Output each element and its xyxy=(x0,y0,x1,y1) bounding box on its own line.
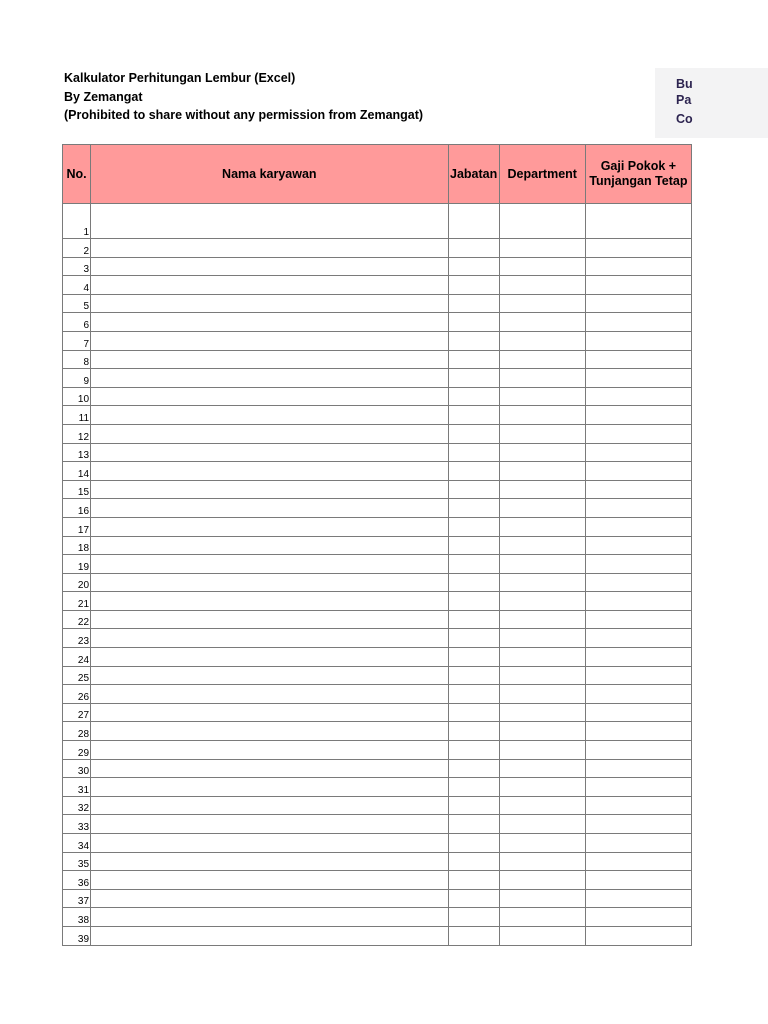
name-cell[interactable] xyxy=(91,480,449,499)
table-row xyxy=(63,852,692,871)
gaji-cell[interactable] xyxy=(585,852,691,871)
row-number-cell: 12 xyxy=(63,424,91,443)
row-number-cell: 36 xyxy=(63,871,91,890)
table-row xyxy=(63,815,692,834)
department-cell[interactable] xyxy=(499,666,585,685)
department-cell[interactable] xyxy=(499,517,585,536)
gaji-cell[interactable] xyxy=(585,573,691,592)
jabatan-cell[interactable] xyxy=(448,406,499,425)
row-number-cell: 34 xyxy=(63,834,91,853)
row-number-cell: 22 xyxy=(63,610,91,629)
header-gaji-line-1: Gaji Pokok + xyxy=(600,159,677,173)
department-cell[interactable] xyxy=(499,629,585,648)
table-row xyxy=(63,313,692,332)
name-cell[interactable] xyxy=(91,555,449,574)
jabatan-cell[interactable] xyxy=(448,759,499,778)
name-cell[interactable] xyxy=(91,592,449,611)
department-cell[interactable] xyxy=(499,741,585,760)
table-row xyxy=(63,741,692,760)
jabatan-cell[interactable] xyxy=(448,796,499,815)
department-cell[interactable] xyxy=(499,257,585,276)
name-cell[interactable] xyxy=(91,834,449,853)
department-cell[interactable] xyxy=(499,369,585,388)
department-cell[interactable] xyxy=(499,926,585,945)
name-cell[interactable] xyxy=(91,722,449,741)
header-name: Nama karyawan xyxy=(91,145,449,204)
table-row xyxy=(63,350,692,369)
gaji-cell[interactable] xyxy=(585,313,691,332)
row-number-cell: 20 xyxy=(63,573,91,592)
department-cell[interactable] xyxy=(499,796,585,815)
department-cell[interactable] xyxy=(499,313,585,332)
gaji-cell[interactable] xyxy=(585,703,691,722)
table-row xyxy=(63,666,692,685)
department-cell[interactable] xyxy=(499,443,585,462)
row-number-cell: 16 xyxy=(63,499,91,518)
name-cell[interactable] xyxy=(91,648,449,667)
header-gaji-line-2: Tunjangan Tetap xyxy=(589,174,688,188)
department-cell[interactable] xyxy=(499,462,585,481)
name-cell[interactable] xyxy=(91,871,449,890)
gaji-cell[interactable] xyxy=(585,555,691,574)
row-number-cell: 25 xyxy=(63,666,91,685)
table-row xyxy=(63,722,692,741)
gaji-cell[interactable] xyxy=(585,257,691,276)
department-cell[interactable] xyxy=(499,424,585,443)
name-cell[interactable] xyxy=(91,852,449,871)
row-number-cell: 14 xyxy=(63,462,91,481)
row-number-cell: 4 xyxy=(63,276,91,295)
gaji-cell[interactable] xyxy=(585,926,691,945)
header-department: Department xyxy=(499,145,585,204)
name-cell[interactable] xyxy=(91,685,449,704)
jabatan-cell[interactable] xyxy=(448,703,499,722)
name-cell[interactable] xyxy=(91,926,449,945)
name-cell[interactable] xyxy=(91,443,449,462)
table-row xyxy=(63,889,692,908)
jabatan-cell[interactable] xyxy=(448,331,499,350)
name-cell[interactable] xyxy=(91,387,449,406)
name-cell[interactable] xyxy=(91,573,449,592)
table-row xyxy=(63,424,692,443)
gaji-cell[interactable] xyxy=(585,536,691,555)
jabatan-cell[interactable] xyxy=(448,573,499,592)
jabatan-cell[interactable] xyxy=(448,610,499,629)
name-cell[interactable] xyxy=(91,350,449,369)
jabatan-cell[interactable] xyxy=(448,685,499,704)
name-cell[interactable] xyxy=(91,796,449,815)
jabatan-cell[interactable] xyxy=(448,517,499,536)
jabatan-cell[interactable] xyxy=(448,499,499,518)
gaji-cell[interactable] xyxy=(585,796,691,815)
row-number-cell: 23 xyxy=(63,629,91,648)
table-row xyxy=(63,257,692,276)
gaji-cell[interactable] xyxy=(585,331,691,350)
document-header xyxy=(64,69,423,125)
name-cell[interactable] xyxy=(91,517,449,536)
gaji-cell[interactable] xyxy=(585,480,691,499)
table-row xyxy=(63,443,692,462)
jabatan-cell[interactable] xyxy=(448,648,499,667)
department-cell[interactable] xyxy=(499,778,585,797)
document-notice: (Prohibited to share without any permission from Zemangat) xyxy=(64,108,424,122)
row-number-cell: 26 xyxy=(63,685,91,704)
department-cell[interactable] xyxy=(499,852,585,871)
table-row xyxy=(63,204,692,239)
table-row xyxy=(63,331,692,350)
department-cell[interactable] xyxy=(499,204,585,239)
table-row xyxy=(63,573,692,592)
table-row xyxy=(63,536,692,555)
jabatan-cell[interactable] xyxy=(448,778,499,797)
row-number-cell: 17 xyxy=(63,517,91,536)
department-cell[interactable] xyxy=(499,908,585,927)
gaji-cell[interactable] xyxy=(585,462,691,481)
row-number-cell: 21 xyxy=(63,592,91,611)
row-number-cell: 18 xyxy=(63,536,91,555)
department-cell[interactable] xyxy=(499,592,585,611)
row-number-cell: 11 xyxy=(63,406,91,425)
jabatan-cell[interactable] xyxy=(448,204,499,239)
side-banner-line-2: Pa xyxy=(676,93,692,107)
table-row xyxy=(63,517,692,536)
row-number-cell: 19 xyxy=(63,555,91,574)
department-cell[interactable] xyxy=(499,406,585,425)
gaji-cell[interactable] xyxy=(585,406,691,425)
gaji-cell[interactable] xyxy=(585,294,691,313)
header-gaji xyxy=(585,145,691,204)
jabatan-cell[interactable] xyxy=(448,926,499,945)
jabatan-cell[interactable] xyxy=(448,276,499,295)
row-number-cell: 8 xyxy=(63,350,91,369)
jabatan-cell[interactable] xyxy=(448,294,499,313)
name-cell[interactable] xyxy=(91,703,449,722)
table-row xyxy=(63,592,692,611)
department-cell[interactable] xyxy=(499,480,585,499)
name-cell[interactable] xyxy=(91,406,449,425)
department-cell[interactable] xyxy=(499,889,585,908)
department-cell[interactable] xyxy=(499,536,585,555)
gaji-cell[interactable] xyxy=(585,443,691,462)
name-cell[interactable] xyxy=(91,276,449,295)
table-row xyxy=(63,406,692,425)
jabatan-cell[interactable] xyxy=(448,239,499,258)
department-cell[interactable] xyxy=(499,276,585,295)
table-row xyxy=(63,294,692,313)
gaji-cell[interactable] xyxy=(585,871,691,890)
row-number-cell: 37 xyxy=(63,889,91,908)
row-number-cell: 28 xyxy=(63,722,91,741)
gaji-cell[interactable] xyxy=(585,741,691,760)
table-row xyxy=(63,369,692,388)
department-cell[interactable] xyxy=(499,722,585,741)
gaji-cell[interactable] xyxy=(585,387,691,406)
department-cell[interactable] xyxy=(499,294,585,313)
department-cell[interactable] xyxy=(499,331,585,350)
jabatan-cell[interactable] xyxy=(448,592,499,611)
jabatan-cell[interactable] xyxy=(448,834,499,853)
side-banner-line-3: Co xyxy=(676,112,693,126)
table-row xyxy=(63,685,692,704)
row-number-cell: 9 xyxy=(63,369,91,388)
row-number-cell: 13 xyxy=(63,443,91,462)
gaji-cell[interactable] xyxy=(585,369,691,388)
department-cell[interactable] xyxy=(499,610,585,629)
name-cell[interactable] xyxy=(91,778,449,797)
gaji-cell[interactable] xyxy=(585,815,691,834)
gaji-cell[interactable] xyxy=(585,666,691,685)
gaji-cell[interactable] xyxy=(585,350,691,369)
department-cell[interactable] xyxy=(499,703,585,722)
name-cell[interactable] xyxy=(91,294,449,313)
name-cell[interactable] xyxy=(91,889,449,908)
row-number-cell: 3 xyxy=(63,257,91,276)
row-number-cell: 32 xyxy=(63,796,91,815)
table-row xyxy=(63,796,692,815)
row-number-cell: 30 xyxy=(63,759,91,778)
department-cell[interactable] xyxy=(499,815,585,834)
jabatan-cell[interactable] xyxy=(448,722,499,741)
table-row xyxy=(63,871,692,890)
gaji-cell[interactable] xyxy=(585,204,691,239)
gaji-cell[interactable] xyxy=(585,610,691,629)
gaji-cell[interactable] xyxy=(585,759,691,778)
name-cell[interactable] xyxy=(91,741,449,760)
jabatan-cell[interactable] xyxy=(448,462,499,481)
name-cell[interactable] xyxy=(91,499,449,518)
table-row xyxy=(63,276,692,295)
department-cell[interactable] xyxy=(499,239,585,258)
jabatan-cell[interactable] xyxy=(448,387,499,406)
row-number-cell: 31 xyxy=(63,778,91,797)
table-row xyxy=(63,834,692,853)
gaji-cell[interactable] xyxy=(585,834,691,853)
name-cell[interactable] xyxy=(91,536,449,555)
name-cell[interactable] xyxy=(91,257,449,276)
table-row xyxy=(63,239,692,258)
jabatan-cell[interactable] xyxy=(448,480,499,499)
jabatan-cell[interactable] xyxy=(448,369,499,388)
gaji-cell[interactable] xyxy=(585,648,691,667)
table-header-row xyxy=(63,145,692,204)
name-cell[interactable] xyxy=(91,204,449,239)
row-number-cell: 29 xyxy=(63,741,91,760)
document-title: Kalkulator Perhitungan Lembur (Excel) xyxy=(64,71,296,85)
department-cell[interactable] xyxy=(499,573,585,592)
jabatan-cell[interactable] xyxy=(448,741,499,760)
jabatan-cell[interactable] xyxy=(448,666,499,685)
header-jabatan: Jabatan xyxy=(448,145,499,204)
jabatan-cell[interactable] xyxy=(448,852,499,871)
table-body xyxy=(63,204,692,946)
jabatan-cell[interactable] xyxy=(448,815,499,834)
gaji-cell[interactable] xyxy=(585,424,691,443)
table-row xyxy=(63,555,692,574)
jabatan-cell[interactable] xyxy=(448,350,499,369)
row-number-cell: 10 xyxy=(63,387,91,406)
table-row xyxy=(63,926,692,945)
name-cell[interactable] xyxy=(91,629,449,648)
row-number-cell: 1 xyxy=(63,204,91,239)
row-number-cell: 35 xyxy=(63,852,91,871)
gaji-cell[interactable] xyxy=(585,592,691,611)
table-row xyxy=(63,778,692,797)
department-cell[interactable] xyxy=(499,759,585,778)
jabatan-cell[interactable] xyxy=(448,257,499,276)
table-row xyxy=(63,629,692,648)
jabatan-cell[interactable] xyxy=(448,889,499,908)
jabatan-cell[interactable] xyxy=(448,313,499,332)
row-number-cell: 6 xyxy=(63,313,91,332)
row-number-cell: 33 xyxy=(63,815,91,834)
gaji-cell[interactable] xyxy=(585,517,691,536)
gaji-cell[interactable] xyxy=(585,629,691,648)
jabatan-cell[interactable] xyxy=(448,443,499,462)
gaji-cell[interactable] xyxy=(585,499,691,518)
gaji-cell[interactable] xyxy=(585,685,691,704)
row-number-cell: 24 xyxy=(63,648,91,667)
name-cell[interactable] xyxy=(91,424,449,443)
table-row xyxy=(63,462,692,481)
table-row xyxy=(63,759,692,778)
department-cell[interactable] xyxy=(499,648,585,667)
gaji-cell[interactable] xyxy=(585,889,691,908)
table-row xyxy=(63,703,692,722)
name-cell[interactable] xyxy=(91,369,449,388)
row-number-cell: 27 xyxy=(63,703,91,722)
jabatan-cell[interactable] xyxy=(448,555,499,574)
name-cell[interactable] xyxy=(91,331,449,350)
row-number-cell: 39 xyxy=(63,926,91,945)
side-banner-line-1: Bu xyxy=(676,77,693,91)
row-number-cell: 2 xyxy=(63,239,91,258)
department-cell[interactable] xyxy=(499,499,585,518)
gaji-cell[interactable] xyxy=(585,239,691,258)
name-cell[interactable] xyxy=(91,666,449,685)
department-cell[interactable] xyxy=(499,685,585,704)
gaji-cell[interactable] xyxy=(585,908,691,927)
row-number-cell: 38 xyxy=(63,908,91,927)
name-cell[interactable] xyxy=(91,815,449,834)
table-row xyxy=(63,480,692,499)
department-cell[interactable] xyxy=(499,834,585,853)
table-row xyxy=(63,908,692,927)
department-cell[interactable] xyxy=(499,871,585,890)
row-number-cell: 5 xyxy=(63,294,91,313)
name-cell[interactable] xyxy=(91,239,449,258)
name-cell[interactable] xyxy=(91,759,449,778)
department-cell[interactable] xyxy=(499,387,585,406)
table-row xyxy=(63,387,692,406)
name-cell[interactable] xyxy=(91,462,449,481)
jabatan-cell[interactable] xyxy=(448,536,499,555)
department-cell[interactable] xyxy=(499,555,585,574)
jabatan-cell[interactable] xyxy=(448,908,499,927)
row-number-cell: 7 xyxy=(63,331,91,350)
header-no: No. xyxy=(63,145,91,204)
side-banner xyxy=(655,68,768,138)
gaji-cell[interactable] xyxy=(585,778,691,797)
gaji-cell[interactable] xyxy=(585,722,691,741)
department-cell[interactable] xyxy=(499,350,585,369)
overtime-table xyxy=(62,144,692,946)
name-cell[interactable] xyxy=(91,908,449,927)
document-author: By Zemangat xyxy=(64,89,143,104)
jabatan-cell[interactable] xyxy=(448,629,499,648)
table-row xyxy=(63,648,692,667)
gaji-cell[interactable] xyxy=(585,276,691,295)
table-row xyxy=(63,610,692,629)
row-number-cell: 15 xyxy=(63,480,91,499)
jabatan-cell[interactable] xyxy=(448,424,499,443)
name-cell[interactable] xyxy=(91,610,449,629)
table-row xyxy=(63,499,692,518)
jabatan-cell[interactable] xyxy=(448,871,499,890)
name-cell[interactable] xyxy=(91,313,449,332)
